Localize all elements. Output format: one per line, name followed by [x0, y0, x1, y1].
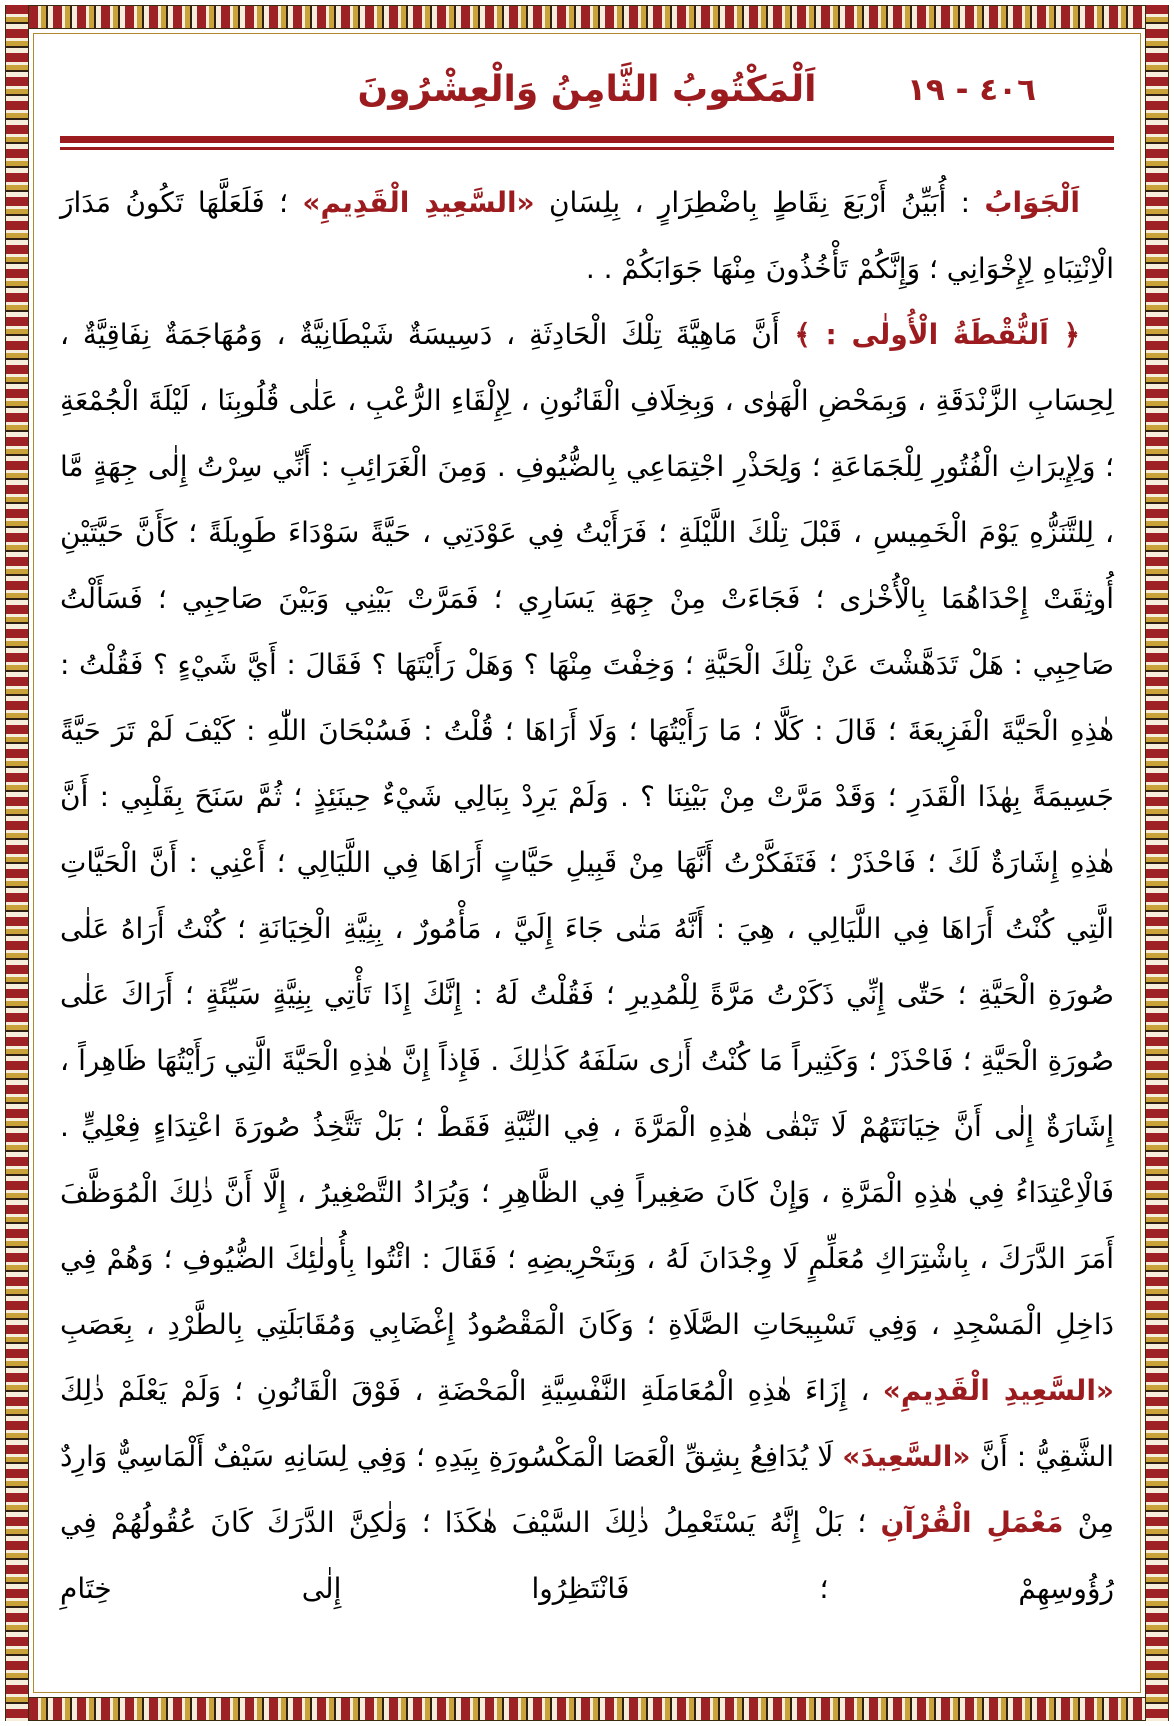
highlight-run: ﴿ اَلنُّقْطَةُ الْأُولٰى : ﴾ [779, 318, 1080, 351]
text-run: ، إِزَاءَ هٰذِهِ الْمُعَامَلَةِ النَّفْسِيَّةِ الْمَحْضَةِ ، فَوْقَ الْقَانُونِ ؛ وَلَمْ يَعْلَمْ ذٰلِكَ الشَّقِيُّ : أَنَّ [60, 1374, 1114, 1473]
highlight-run: «السَّعِيدِ الْقَدِيمِ» [302, 186, 535, 219]
text-body [60, 170, 1114, 1622]
page-content [60, 44, 1114, 1682]
ornamental-border-top [5, 5, 1169, 29]
page-title: اَلْمَكْتُوبُ الثَّامِنُ وَالْعِشْرُونَ [357, 69, 817, 110]
ornamental-border-left [5, 5, 29, 1721]
divider-rule-thick [60, 136, 1114, 143]
highlight-run: مَعْمَلِ الْقُرْآنِ [880, 1506, 1064, 1539]
ornamental-border-right [1145, 5, 1169, 1721]
text-run: لَا يُدَافِعُ بِشِقِّ الْعَصَا الْمَكْسُورَةِ بِيَدِهِ ؛ وَفِي لِسَانِهِ سَيْفٌ أَلْمَاسِيٌّ وَارِدٌ مِنْ [60, 1440, 1114, 1539]
text-run: ؛ بَلْ إِنَّهُ يَسْتَعْمِلُ ذٰلِكَ السَّيْفَ هٰكَذَا ؛ وَلٰكِنَّ الدَّرَكَ كَانَ عُقُولُهُمْ فِي رُؤُوسِهِمْ ؛ فَانْتَظِرُوا إِلٰى خِتَامِ [60, 1506, 1114, 1605]
divider-rule-thin [60, 147, 1114, 150]
highlight-run: اَلْجَوَابُ [984, 186, 1081, 219]
highlight-run: «السَّعِيدَ» [842, 1440, 971, 1473]
text-run: أَنَّ مَاهِيَّةَ تِلْكَ الْحَادِثَةِ ، دَسِيسَةٌ شَيْطَانِيَّةٌ ، وَمُهَاجَمَةٌ نِفَاقِيَّةٌ ، لِحِسَابِ الزَّنْدَقَةِ ، وَبِمَحْضِ الْهَوٰى ، وَبِخِلَافِ الْقَانُونِ ، لِإِلْقَاءِ الرُّعْبِ ، عَلٰى قُلُوبِنَا ، لَيْلَةَ الْجُمْعَةِ ؛ وَلِإِيرَاثِ الْفُتُورِ لِلْجَمَاعَةِ ؛ وَلِحَذْرِ اجْتِمَاعِي بِالضُّيُوفِ . وَمِنَ الْغَرَائِبِ : أَنِّي سِرْتُ إِلٰى جِهَةٍ مَّا ، لِلتَّنَزُّهِ يَوْمَ الْخَمِيسِ ، قَبْلَ تِلْكَ اللَّيْلَةِ ؛ فَرَأَيْتُ فِي عَوْدَتِي ، حَيَّةً سَوْدَاءَ طَوِيلَةً ؛ كَأَنَّ حَيَّتَيْنِ أُوثِقَتْ إِحْدَاهُمَا بِالْأُخْرٰى ؛ فَجَاءَتْ مِنْ جِهَةِ يَسَارِي ؛ فَمَرَّتْ بَيْنِي وَبَيْنَ صَاحِبِي ؛ فَسَأَلْتُ صَاحِبِي : هَلْ تَدَهَّشْتَ عَنْ تِلْكَ الْحَيَّةِ ؛ وَخِفْتَ مِنْهَا ؟ وَهَلْ رَأَيْتَهَا ؟ فَقَالَ : أَيَّ شَيْءٍ ؟ فَقُلْتُ : هٰذِهِ الْحَيَّةَ الْفَزِيعَةَ ؛ قَالَ : كَلَّا ؛ مَا رَأَيْتُهَا ؛ وَلَا أَرَاهَا ؛ قُلْتُ : فَسُبْحَانَ اللّٰهِ : كَيْفَ لَمْ تَرَ حَيَّةً جَسِيمَةً بِهٰذَا الْقَدَرِ ؛ وَقَدْ مَرَّتْ مِنْ بَيْنِنَا ؟ . وَلَمْ يَرِدْ بِبَالِي شَيْءٌ حِينَئِذٍ ؛ ثُمَّ سَنَحَ بِقَلْبِي : أَنَّ هٰذِهِ إِشَارَةٌ لَكَ ؛ فَاحْذَرْ ؛ فَتَفَكَّرْتُ أَنَّهَا مِنْ قَبِيلِ حَيَّاتٍ أَرَاهَا فِي اللَّيَالِي ؛ أَعْنِي : أَنَّ الْحَيَّاتِ الَّتِي كُنْتُ أَرَاهَا فِي اللَّيَالِي ، هِيَ : أَنَّهُ مَتٰى جَاءَ إِلَيَّ ، مَأْمُورٌ ، بِنِيَّةِ الْخِيَانَةِ ؛ كُنْتُ أَرَاهُ عَلٰى صُورَةِ الْحَيَّةِ ؛ حَتّٰى إِنِّي ذَكَرْتُ مَرَّةً لِلْمُدِيرِ ؛ فَقُلْتُ لَهُ : إِنَّكَ إِذَا تَأْتِي بِنِيَّةٍ سَيِّئَةٍ ؛ أَرَاكَ عَلٰى صُورَةِ الْحَيَّةِ ؛ فَاحْذَرْ ؛ وَكَثِيراً مَا كُنْتُ أَرٰى سَلَفَهُ كَذٰلِكَ . فَإِذاً إِنَّ هٰذِهِ الْحَيَّةَ الَّتِي رَأَيْتُهَا ظَاهِراً ، إِشَارَةٌ إِلٰى أَنَّ خِيَانَتَهُمْ لَا تَبْقٰى هٰذِهِ الْمَرَّةَ ، فِي النِّيَّةِ فَقَطْ ؛ بَلْ تَتَّخِذُ صُورَةَ اعْتِدَاءٍ فِعْلِيٍّ . فَالْاِعْتِدَاءُ فِي هٰذِهِ الْمَرَّةِ ، وَإِنْ كَانَ صَغِيراً فِي الظَّاهِرِ ؛ وَيُرَادُ التَّصْغِيرُ ، إِلَّا أَنَّ ذٰلِكَ الْمُوَظَّفَ أَمَرَ الدَّرَكَ ، بِاشْتِرَاكِ مُعَلِّمٍ لَا وِجْدَانَ لَهُ ، وَبِتَحْرِيضِهِ ؛ فَقَالَ : ائْتُوا بِأُولٰئِكَ الضُّيُوفِ ؛ وَهُمْ فِي دَاخِلِ الْمَسْجِدِ ، وَفِي تَسْبِيحَاتِ الصَّلَاةِ ؛ وَكَانَ الْمَقْصُودُ إِغْضَابِي وَمُقَابَلَتِي بِالطَّرْدِ ، بِعَصَبِ [60, 318, 1114, 1341]
highlight-run: «السَّعِيدِ الْقَدِيمِ» [882, 1374, 1115, 1407]
ornamental-border-bottom [5, 1697, 1169, 1721]
paragraph [60, 302, 1114, 1622]
text-run: ؛ فَلَعَلَّهَا تَكُونُ مَدَارَ الْاِنْتِبَاهِ لِإِخْوَانِي ؛ وَإِنَّكُمْ تَأْخُذُونَ مِنْهَا جَوَابَكُمْ . . [60, 186, 1114, 285]
paragraph [60, 170, 1114, 302]
page-header [60, 60, 1114, 122]
text-run: : أُبَيِّنُ أَرْبَعَ نِقَاطٍ بِاضْطِرَارٍ ، بِلِسَانِ [534, 186, 985, 219]
header-divider [60, 136, 1114, 150]
page-number: ٤٠٦ - ١٩ [906, 72, 1036, 108]
